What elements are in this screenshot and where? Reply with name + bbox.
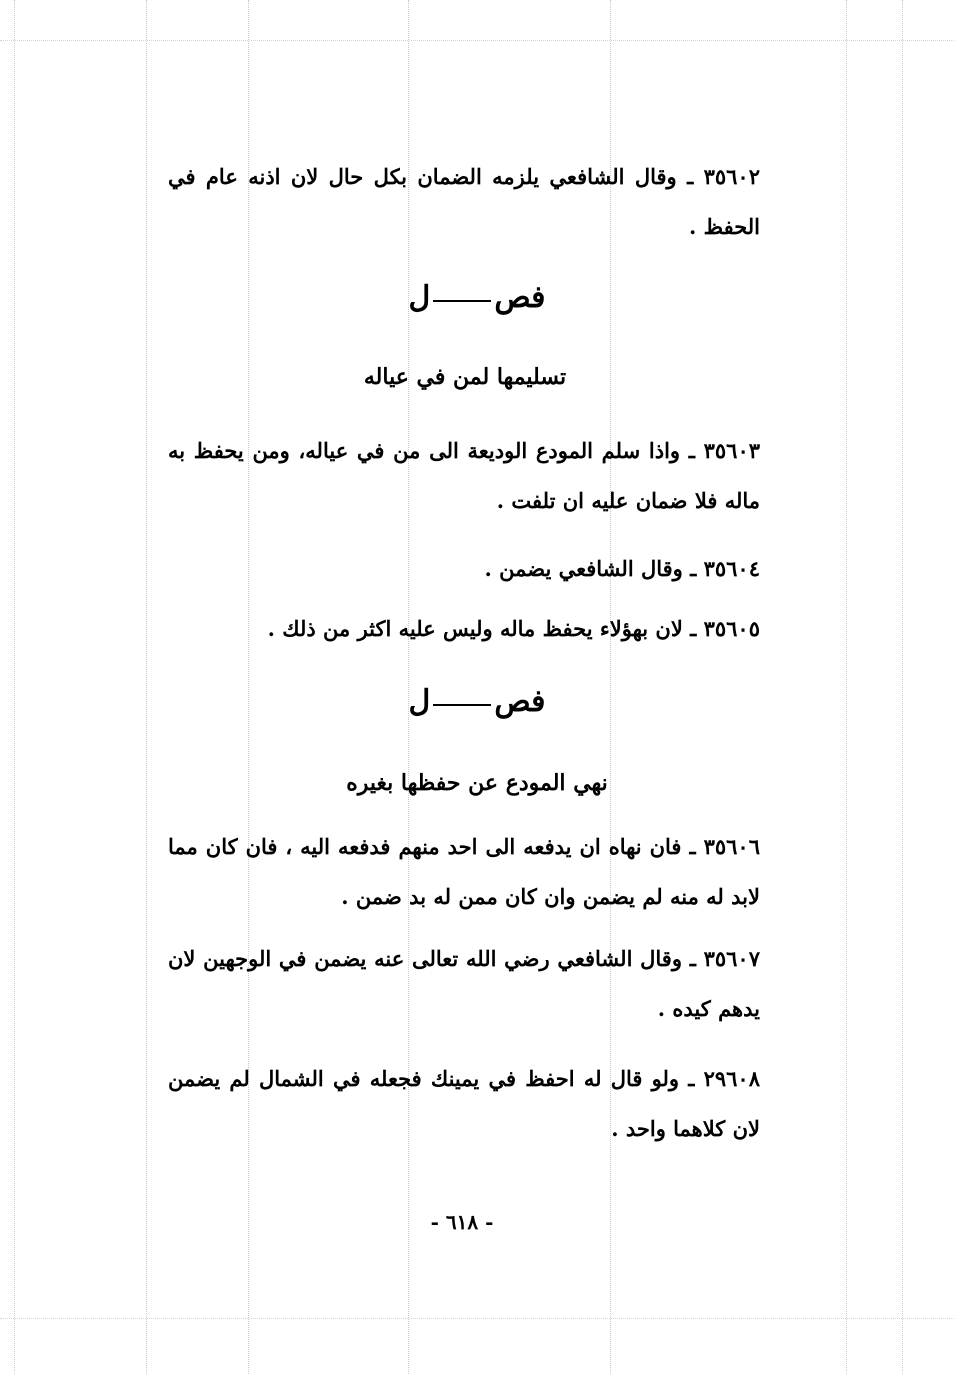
paragraph-35607 [168, 934, 760, 1034]
section-heading-2 [0, 684, 954, 719]
paragraph-35604 [168, 544, 760, 594]
page-number: - ٦١٨ - [430, 1210, 494, 1234]
heading-text-start: فص [494, 280, 546, 315]
paragraph-text: ولو قال له احفظ في يمينك فجعله في الشمال لم يضمن لان كلاهما واحد . [168, 1066, 760, 1141]
heading-text-end: ل [408, 684, 431, 719]
paragraph-text: وقال الشافعي يضمن . [484, 556, 683, 581]
paragraph-29608 [168, 1054, 760, 1154]
paragraph-text: فان نهاه ان يدفعه الى احد منهم فدفعه اليه ، فان كان مما لابد له منه لم يضمن وان كان ممن له بد ضمن . [168, 834, 760, 909]
paragraph-number: ٣٥٦٠٥ [703, 616, 760, 641]
scan-grid-line [0, 40, 954, 41]
separator: ـ [690, 616, 697, 641]
paragraph-number: ٣٥٦٠٤ [703, 556, 760, 581]
paragraph-35605 [168, 604, 760, 654]
paragraph-text: لان بهؤلاء يحفظ ماله وليس عليه اكثر من ذلك . [267, 616, 683, 641]
section-subheading-1: تسليمها لمن في عياله [363, 364, 567, 390]
paragraph-number: ٣٥٦٠٣ [703, 438, 761, 463]
paragraph-text: وقال الشافعي يلزمه الضمان بكل حال لان اذنه عام في الحفظ . [168, 164, 760, 239]
paragraph-text: واذا سلم المودع الوديعة الى من في عياله، ومن يحفظ به ماله فلا ضمان عليه ان تلفت . [168, 438, 760, 513]
heading-text-start: فص [494, 684, 546, 719]
separator: ـ [689, 834, 696, 859]
section-heading-1 [0, 280, 954, 315]
paragraph-text: وقال الشافعي رضي الله تعالى عنه يضمن في الوجهين لان يدهم كيده . [168, 946, 760, 1021]
section-subheading-2: نهي المودع عن حفظها بغيره [346, 770, 608, 796]
paragraph-number: ٣٥٦٠٢ [703, 164, 760, 189]
paragraph-35606 [168, 822, 760, 922]
separator: ـ [687, 164, 694, 189]
tatweel-line [433, 704, 491, 706]
paragraph-35603 [168, 426, 760, 526]
heading-text-end: ل [408, 280, 431, 315]
paragraph-number: ٢٩٦٠٨ [703, 1066, 760, 1091]
separator: ـ [690, 556, 697, 581]
paragraph-35602 [168, 152, 760, 252]
separator: ـ [689, 946, 696, 971]
separator: ـ [688, 438, 695, 463]
tatweel-line [433, 300, 491, 302]
paragraph-number: ٣٥٦٠٦ [703, 834, 760, 859]
separator: ـ [688, 1066, 695, 1091]
scan-grid-line [0, 1318, 954, 1319]
paragraph-number: ٣٥٦٠٧ [703, 946, 760, 971]
